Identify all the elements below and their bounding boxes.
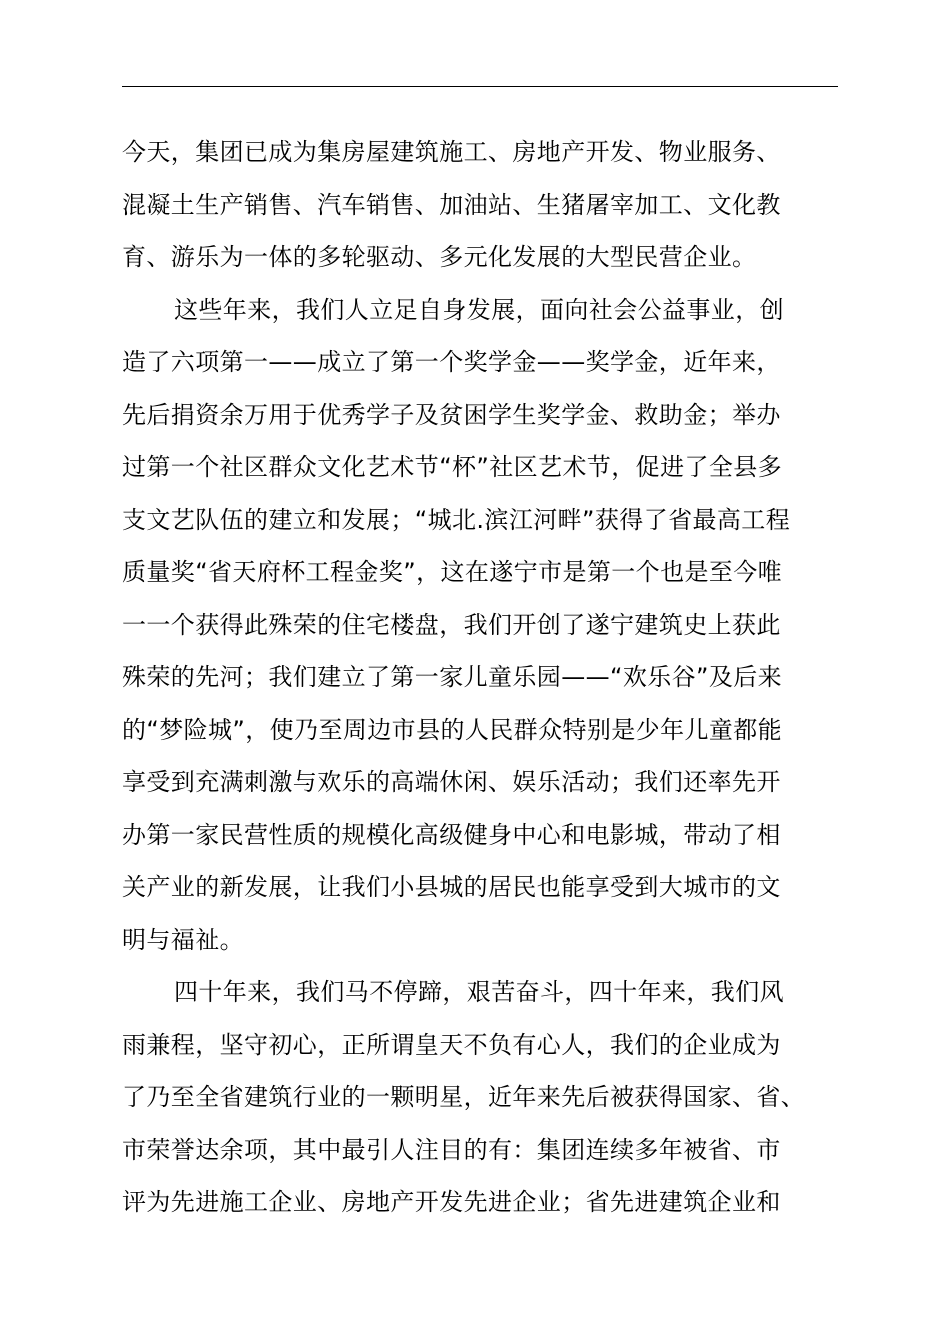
text-line: 今天，集团已成为集房屋建筑施工、房地产开发、物业服务、 <box>122 138 781 166</box>
text-line: 享受到充满刺激与欢乐的高端休闲、娱乐活动；我们还率先开 <box>122 768 781 796</box>
text-line: 过第一个社区群众文化艺术节“杯”社区艺术节，促进了全县多 <box>122 453 783 481</box>
text-line: 的“梦险城”，使乃至周边市县的人民群众特别是少年儿童都能 <box>122 715 783 744</box>
text-line: 殊荣的先河；我们建立了第一家儿童乐园——“欢乐谷”及后来 <box>122 663 783 691</box>
body-text <box>122 126 862 1229</box>
text-line: 育、游乐为一体的多轮驱动、多元化发展的大型民营企业。 <box>122 243 757 271</box>
text-line: 办第一家民营性质的规模化高级健身中心和电影城，带动了相 <box>122 820 781 849</box>
text-line: 支文艺队伍的建立和发展；“城北.滨江河畔”获得了省最高工程 <box>122 505 791 534</box>
text-line: 雨兼程，坚守初心，正所谓皇天不负有心人，我们的企业成为 <box>122 1030 781 1059</box>
header-rule <box>122 86 838 87</box>
text-line: 市荣誉达余项，其中最引人注目的有：集团连续多年被省、市 <box>122 1135 781 1164</box>
paragraph-start-line: 四十年来，我们马不停蹄，艰苦奋斗，四十年来，我们风 <box>174 978 784 1006</box>
text-line: 明与福祉。 <box>122 925 244 954</box>
text-line: 了乃至全省建筑行业的一颗明星，近年来先后被获得国家、省、 <box>122 1083 806 1111</box>
text-line: 混凝土生产销售、汽车销售、加油站、生猪屠宰加工、文化教 <box>122 190 781 219</box>
text-line: 评为先进施工企业、房地产开发先进企业；省先进建筑企业和 <box>122 1188 781 1216</box>
text-line: 先后捐资余万用于优秀学子及贫困学生奖学金、救助金；举办 <box>122 400 781 429</box>
text-line: 造了六项第一——成立了第一个奖学金——奖学金，近年来， <box>122 348 781 376</box>
text-line: 一一个获得此殊荣的住宅楼盘，我们开创了遂宁建筑史上获此 <box>122 610 781 639</box>
paragraph-start-line: 这些年来，我们人立足自身发展，面向社会公益事业，创 <box>174 295 784 324</box>
text-line: 质量奖“省天府杯工程金奖”，这在遂宁市是第一个也是至今唯 <box>122 558 783 586</box>
text-line: 关产业的新发展，让我们小县城的居民也能享受到大城市的文 <box>122 873 781 901</box>
